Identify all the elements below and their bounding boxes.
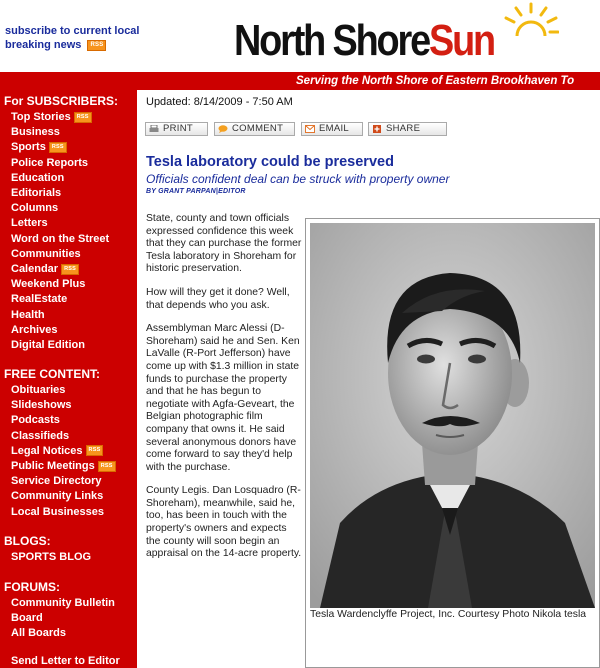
sidebar-item-classifieds[interactable]	[11, 429, 69, 443]
share-button[interactable]	[368, 122, 447, 136]
sidebar-item-label[interactable]: Editorials	[11, 187, 62, 199]
tagline-bar	[0, 72, 600, 90]
tesla-portrait-photo[interactable]	[310, 223, 595, 608]
article-paragraph: Assemblyman Marc Alessi (D-Shoreham) said he and Sen. Ken LaValle (R-Port Jefferson) have come up with $1.3 million in state funds to purchase the property and that he has begun to negotiate with Agfa-Geveart, the Belgian photographic film company that owns it. He said several anonymous donors have come forward to say they'd help with the purchase.	[146, 323, 300, 473]
sidebar-item-label[interactable]: Obituaries	[11, 384, 66, 396]
subscribe-label[interactable]: subscribe to current local breaking news	[5, 25, 140, 51]
sidebar-item-education[interactable]	[11, 171, 64, 185]
article-paragraph: County Legis. Dan Losquadro (R-Shoreham), meanwhile, said he, too, has been in touch with the property's owners and expects the county will soon begin an appraisal on the 14-acre property.	[146, 485, 302, 560]
byline-role: |EDITOR	[215, 188, 246, 195]
sidebar-item-weekend-plus[interactable]	[11, 277, 85, 291]
photo-caption: Tesla Wardenclyffe Project, Inc. Courtesy Photo Nikola tesla	[310, 609, 587, 620]
sidebar-item-label[interactable]: Weekend Plus	[11, 278, 86, 291]
logo-sun: Sun	[428, 16, 495, 65]
sidebar-item-letters[interactable]	[11, 216, 48, 230]
printer-icon	[149, 125, 159, 133]
sidebar-item-label[interactable]: Letters	[11, 217, 48, 230]
rss-badge[interactable]: RSS	[86, 445, 104, 456]
rss-badge[interactable]: RSS	[87, 40, 106, 51]
sidebar-item-sports[interactable]	[11, 140, 67, 154]
article-content	[137, 90, 600, 668]
sidebar-item-label[interactable]: Columns	[11, 202, 59, 215]
plus-icon	[372, 125, 382, 133]
envelope-icon	[305, 125, 315, 133]
sun-icon	[503, 2, 559, 58]
sidebar-title-free-content: FREE CONTENT:	[4, 367, 100, 381]
sidebar-item-editorials[interactable]	[11, 186, 61, 200]
sidebar-item-community-bulletin[interactable]	[11, 596, 115, 610]
sidebar-item-label[interactable]: Sports	[11, 141, 46, 154]
subscribe-breaking-news-link[interactable]	[5, 24, 165, 52]
sidebar-item-label[interactable]: Calendar	[11, 263, 59, 275]
sidebar-item-label[interactable]: All Boards	[11, 627, 67, 640]
sidebar-item-word-on-the-street[interactable]	[11, 232, 109, 246]
sidebar-item-label[interactable]: Local Businesses	[11, 505, 104, 518]
sidebar-item-label[interactable]: Word on the Street	[11, 232, 110, 245]
sidebar-item-label[interactable]: Top Stories	[11, 111, 71, 123]
rss-badge[interactable]: RSS	[74, 112, 92, 123]
sidebar-item-label[interactable]: RealEstate	[11, 293, 68, 306]
byline-author[interactable]: GRANT PARPAN	[158, 188, 216, 195]
sidebar-item-label[interactable]: SPORTS BLOG	[11, 551, 92, 563]
sidebar-item-label[interactable]: Public Meetings	[11, 460, 95, 472]
site-tagline: Serving the North Shore of Eastern Brookhaven To	[296, 75, 575, 87]
sidebar-item-label[interactable]: Legal Notices	[11, 444, 83, 457]
rss-badge[interactable]: RSS	[98, 461, 116, 472]
rss-badge[interactable]: RSS	[49, 142, 67, 153]
article-paragraph: How will they get it done? Well, that depends who you ask.	[146, 286, 290, 311]
sidebar-item-health[interactable]	[11, 308, 45, 322]
sidebar-item-service-directory[interactable]	[11, 474, 102, 488]
sidebar-item-label[interactable]: Community Bulletin	[11, 597, 115, 609]
sidebar-item-public-meetings[interactable]	[11, 459, 116, 473]
email-label: EMAIL	[319, 123, 350, 134]
print-label: PRINT	[163, 123, 193, 134]
sidebar-title-subscribers: For SUBSCRIBERS:	[4, 94, 119, 108]
sidebar-item-label[interactable]: Digital Edition	[11, 339, 85, 351]
updated-timestamp: Updated: 8/14/2009 - 7:50 AM	[146, 96, 293, 108]
sidebar-nav	[0, 90, 137, 668]
sidebar-item-communities[interactable]	[11, 247, 81, 261]
sidebar-item-top-stories[interactable]	[11, 110, 92, 124]
comment-icon	[218, 125, 228, 133]
sidebar-item-label[interactable]: Archives	[11, 323, 58, 336]
sidebar-item-archives[interactable]	[11, 323, 57, 337]
article-photo-frame	[305, 218, 600, 668]
sidebar-item-label[interactable]: Podcasts	[11, 414, 60, 427]
sidebar-item-label[interactable]: Health	[11, 308, 45, 321]
sidebar-item-label[interactable]: Slideshows	[11, 399, 72, 412]
sidebar-item-community-links[interactable]	[11, 489, 103, 503]
comment-label: COMMENT	[232, 123, 284, 134]
rss-badge[interactable]: RSS	[61, 264, 79, 275]
sidebar-item-label[interactable]: Service Directory	[11, 475, 102, 488]
sidebar-item-calendar[interactable]	[11, 262, 79, 276]
sidebar-item-label[interactable]: Board	[11, 612, 43, 625]
sidebar-item-label[interactable]: Community Links	[11, 490, 104, 503]
sidebar-item-digital-edition[interactable]	[11, 338, 85, 352]
sidebar-item-legal-notices[interactable]	[11, 444, 103, 458]
sidebar-title-blogs: BLOGS:	[4, 534, 51, 548]
sidebar-item-realestate[interactable]	[11, 292, 67, 306]
site-logo[interactable]	[234, 14, 600, 74]
print-button[interactable]	[145, 122, 208, 136]
sidebar-item-obituaries[interactable]	[11, 383, 65, 397]
sidebar-item-board[interactable]	[11, 611, 43, 625]
sidebar-item-slideshows[interactable]	[11, 398, 72, 412]
send-letter-to-editor-link[interactable]: Send Letter to Editor	[11, 655, 120, 667]
sidebar-item-columns[interactable]	[11, 201, 58, 215]
sidebar-item-label[interactable]: Education	[11, 171, 65, 184]
sidebar-title-forums: FORUMS:	[4, 580, 60, 594]
sidebar-item-podcasts[interactable]	[11, 413, 60, 427]
portrait-illustration	[310, 223, 595, 608]
email-button[interactable]	[301, 122, 363, 136]
logo-north-shore: North Shore	[234, 16, 429, 65]
sidebar-item-business[interactable]	[11, 125, 60, 139]
article-subhead: Officials confident deal can be struck with property owner	[146, 172, 450, 186]
site-header	[0, 0, 600, 72]
share-label: SHARE	[386, 123, 421, 134]
byline-by: BY	[146, 188, 156, 195]
sidebar-item-local-businesses[interactable]	[11, 505, 104, 519]
comment-button[interactable]	[214, 122, 295, 136]
sidebar-item-sports-blog[interactable]	[11, 550, 91, 564]
article-body	[146, 213, 303, 572]
sidebar-item-label[interactable]: Police Reports	[11, 156, 89, 169]
article-headline: Tesla laboratory could be preserved	[146, 154, 394, 170]
article-byline	[146, 188, 246, 195]
article-paragraph: State, county and town officials expressed confidence this week that they can purchase the former Tesla laboratory in Shoreham for historic preservation.	[146, 213, 302, 275]
sidebar-item-label[interactable]: Classifieds	[11, 429, 70, 442]
sidebar-item-label[interactable]: Communities	[11, 247, 81, 260]
sidebar-item-label[interactable]: Business	[11, 126, 60, 139]
sidebar-item-police-reports[interactable]	[11, 156, 88, 170]
sidebar-item-all-boards[interactable]	[11, 626, 66, 640]
